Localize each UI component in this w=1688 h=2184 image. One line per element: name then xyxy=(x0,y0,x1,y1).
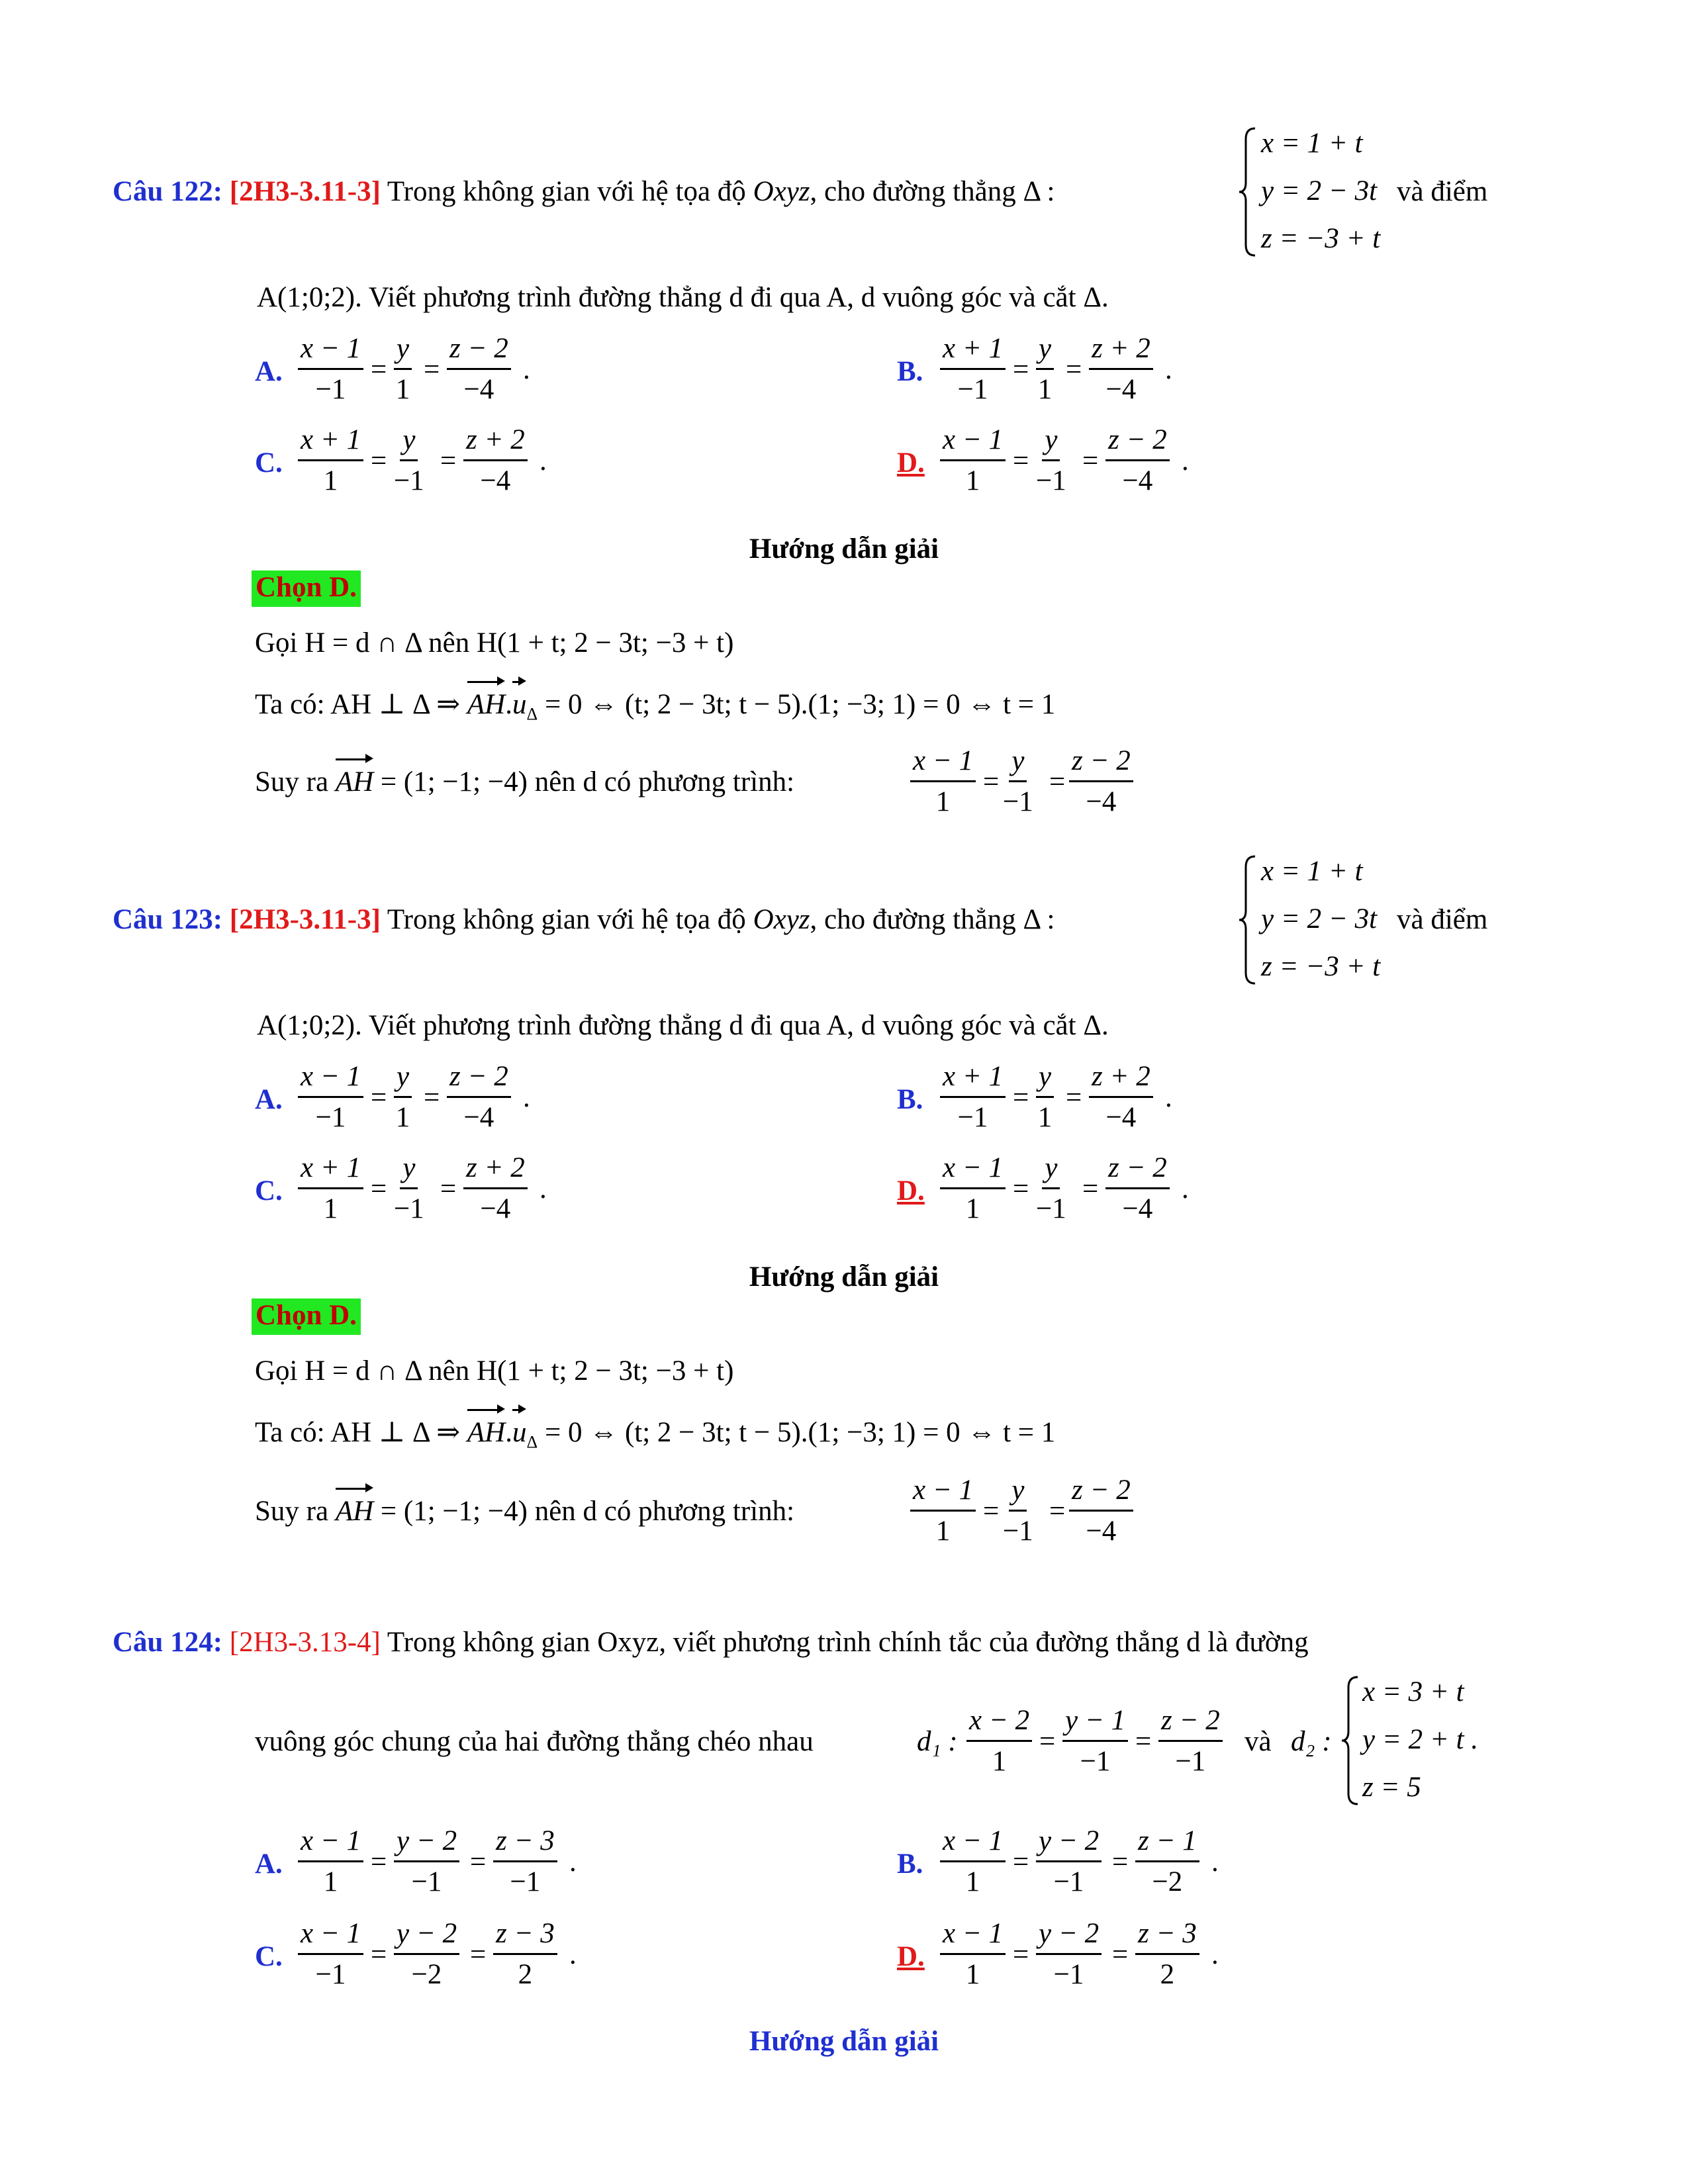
q123-brace xyxy=(1238,854,1258,986)
q123-b-f1: $\frac{x + 1}{-1}$ xyxy=(940,1062,1006,1132)
q122-option-b[interactable]: B. xyxy=(897,356,923,387)
q124-brace xyxy=(1340,1674,1360,1807)
q123-sys-y: y = 2 − 3t xyxy=(1261,903,1378,934)
eq: = xyxy=(1135,1726,1152,1757)
q122-line2: A(1;0;2). Viết phương trình đường thẳng d đi qua A, d vuông góc và cắt Δ. xyxy=(257,282,1109,313)
dot: . xyxy=(1165,1082,1172,1113)
q123-a-f1: $\frac{x - 1}{-1}$ xyxy=(298,1062,363,1132)
q123-c-f1: $\frac{x + 1}{1}$ xyxy=(298,1154,363,1223)
q122-code: [2H3-3.11-3] xyxy=(229,176,381,207)
q124-option-a[interactable]: A. xyxy=(255,1848,283,1880)
q124-d-f2: $\frac{y - 2}{-1}$ xyxy=(1036,1919,1102,1989)
q124-a-f2: $\frac{y - 2}{-1}$ xyxy=(394,1827,459,1896)
eq: = xyxy=(371,354,387,385)
q124-sys-x: x = 3 + t xyxy=(1362,1676,1464,1707)
eq: = xyxy=(1013,354,1029,385)
q124-option-b[interactable]: B. xyxy=(897,1848,923,1880)
eq: = xyxy=(371,1173,387,1205)
dot: . xyxy=(539,445,547,477)
q122-d-f2: $\frac{y}{-1}$ xyxy=(1036,424,1066,496)
q124-b-f2: $\frac{y - 2}{-1}$ xyxy=(1036,1827,1102,1896)
dot: . xyxy=(539,1173,547,1205)
eq: = xyxy=(1049,1496,1066,1527)
q122-header xyxy=(113,177,1055,206)
q123-option-d[interactable]: D. xyxy=(897,1175,925,1206)
q123-stem1: Trong không gian với hệ tọa độ xyxy=(387,904,746,935)
eq: = xyxy=(1049,766,1066,797)
q123-ans-f2: $\frac{y}{-1}$ xyxy=(1003,1475,1033,1547)
q122-option-a[interactable]: A. xyxy=(255,356,283,387)
dot: . xyxy=(1182,1173,1189,1205)
q122-option-d[interactable]: D. xyxy=(897,447,925,478)
q124-code: [2H3-3.13-4] xyxy=(229,1627,381,1658)
q123-header xyxy=(113,905,1055,934)
q122-chon: Chọn D. xyxy=(252,570,361,607)
q124-sys-y: y = 2 + t . xyxy=(1362,1724,1479,1755)
q124-b-f1: $\frac{x - 1}{1}$ xyxy=(940,1827,1006,1896)
q123-ans-f3: $\frac{z - 2}{-4}$ xyxy=(1069,1476,1133,1545)
dot: . xyxy=(1211,1939,1219,1970)
q122-step2: Ta có: AH ⊥ Δ ⇒ $AH.u_\Delta = 0$ ⇔ (t; 2 − 3t; t − 5).(1; −3; 1) = 0 ⇔ t = 1 xyxy=(255,689,1056,724)
q122-a-f1: $\frac{x - 1}{-1}$ xyxy=(298,334,363,404)
q123-delta-label: Δ : xyxy=(1023,904,1055,935)
q123-solution-heading: Hướng dẫn giải xyxy=(749,1261,939,1293)
q122-option-c[interactable]: C. xyxy=(255,447,283,478)
q124-d2: d₂ : xyxy=(1291,1726,1332,1757)
q124-d1-f2: $\frac{y - 1}{-1}$ xyxy=(1062,1706,1128,1776)
dot: . xyxy=(1165,354,1172,385)
q123-number: Câu 123: xyxy=(113,904,223,935)
q122-ans-f1: $\frac{x - 1}{1}$ xyxy=(910,747,976,816)
q124-number: Câu 124: xyxy=(113,1627,223,1658)
q124-d1-f1: $\frac{x - 2}{1}$ xyxy=(966,1706,1032,1776)
q122-b-f2: $\frac{y}{1}$ xyxy=(1036,334,1054,404)
q123-stem3: và điểm xyxy=(1397,904,1488,935)
q124-d-f3: $\frac{z - 3}{2}$ xyxy=(1135,1919,1199,1989)
q124-va: và xyxy=(1244,1726,1272,1757)
eq: = xyxy=(1039,1726,1056,1757)
q124-d1: d₁ : xyxy=(917,1726,958,1757)
q124-line2: vuông góc chung của hai đường thẳng chéo nhau xyxy=(255,1726,814,1757)
q123-a-f2: $\frac{y}{1}$ xyxy=(394,1062,412,1132)
q122-b-f3: $\frac{z + 2}{-4}$ xyxy=(1089,334,1153,404)
dot: . xyxy=(569,1846,577,1878)
q124-b-f3: $\frac{z - 1}{-2}$ xyxy=(1135,1827,1199,1896)
eq: = xyxy=(1013,1173,1029,1205)
q122-sys-z: z = −3 + t xyxy=(1261,223,1381,254)
eq: = xyxy=(1013,1082,1029,1113)
q123-sys-z: z = −3 + t xyxy=(1261,951,1381,982)
q124-d1-f3: $\frac{z - 2}{-1}$ xyxy=(1158,1706,1223,1776)
q122-system xyxy=(1261,129,1380,253)
q122-d-f3: $\frac{z - 2}{-4}$ xyxy=(1105,426,1170,495)
q123-d-f2: $\frac{y}{-1}$ xyxy=(1036,1152,1066,1224)
q122-ans-f2: $\frac{y}{-1}$ xyxy=(1003,745,1033,817)
q122-a-f3: $\frac{z - 2}{-4}$ xyxy=(447,334,511,404)
dot: . xyxy=(1182,445,1189,477)
q123-b-f3: $\frac{z + 2}{-4}$ xyxy=(1089,1062,1153,1132)
eq: = xyxy=(1013,445,1029,477)
eq: = xyxy=(371,445,387,477)
q124-c-f1: $\frac{x - 1}{-1}$ xyxy=(298,1919,363,1989)
q122-stem1: Trong không gian với hệ tọa độ xyxy=(387,176,746,207)
q122-stem2: , cho đường thẳng xyxy=(810,176,1016,207)
eq: = xyxy=(1066,1082,1082,1113)
eq: = xyxy=(440,1173,457,1205)
q122-ans-f3: $\frac{z - 2}{-4}$ xyxy=(1069,747,1133,816)
q122-stem3: và điểm xyxy=(1397,176,1488,207)
q123-d-f3: $\frac{z - 2}{-4}$ xyxy=(1105,1154,1170,1223)
q122-c-f2: $\frac{y}{-1}$ xyxy=(394,424,424,496)
q123-option-a[interactable]: A. xyxy=(255,1084,283,1115)
q123-ans-f1: $\frac{x - 1}{1}$ xyxy=(910,1476,976,1545)
eq: = xyxy=(470,1939,487,1970)
q122-step3: Suy ra AH = (1; −1; −4) nên d có phương trình: xyxy=(255,766,795,797)
eq: = xyxy=(1112,1846,1129,1878)
q122-b-f1: $\frac{x + 1}{-1}$ xyxy=(940,334,1006,404)
q123-option-b[interactable]: B. xyxy=(897,1084,923,1115)
eq: = xyxy=(1082,445,1099,477)
q124-c-f3: $\frac{z - 3}{2}$ xyxy=(493,1919,557,1989)
q123-d-f1: $\frac{x - 1}{1}$ xyxy=(940,1154,1006,1223)
q123-code: [2H3-3.11-3] xyxy=(229,904,381,935)
eq: = xyxy=(983,1496,1000,1527)
q122-a-f2: $\frac{y}{1}$ xyxy=(394,334,412,404)
eq: = xyxy=(371,1082,387,1113)
q122-solution-heading: Hướng dẫn giải xyxy=(749,533,939,565)
q123-step2: Ta có: AH ⊥ Δ ⇒ $AH.u_\Delta = 0$ ⇔ (t; 2 − 3t; t − 5).(1; −3; 1) = 0 ⇔ t = 1 xyxy=(255,1417,1056,1452)
dot: . xyxy=(1211,1846,1219,1878)
dot: . xyxy=(523,354,530,385)
q122-step1: Gọi H = d ∩ Δ nên H(1 + t; 2 − 3t; −3 + t) xyxy=(255,627,734,659)
q124-stem1: Trong không gian Oxyz, viết phương trình chính tắc của đường thẳng d là đường xyxy=(387,1627,1309,1658)
eq: = xyxy=(1066,354,1082,385)
eq: = xyxy=(470,1846,487,1878)
eq: = xyxy=(983,766,1000,797)
q123-line2: A(1;0;2). Viết phương trình đường thẳng d đi qua A, d vuông góc và cắt Δ. xyxy=(257,1010,1109,1041)
q123-stem2: , cho đường thẳng xyxy=(810,904,1016,935)
eq: = xyxy=(1082,1173,1099,1205)
q122-oxyz: Oxyz xyxy=(753,176,810,207)
q124-system xyxy=(1362,1678,1478,1801)
q123-a-f3: $\frac{z - 2}{-4}$ xyxy=(447,1062,511,1132)
q124-solution-heading: Hướng dẫn giải xyxy=(749,2026,939,2057)
q123-b-f2: $\frac{y}{1}$ xyxy=(1036,1062,1054,1132)
eq: = xyxy=(371,1846,387,1878)
q124-a-f1: $\frac{x - 1}{1}$ xyxy=(298,1827,363,1896)
eq: = xyxy=(1112,1939,1129,1970)
q124-option-d[interactable]: D. xyxy=(897,1941,925,1972)
q123-c-f2: $\frac{y}{-1}$ xyxy=(394,1152,424,1224)
dot: . xyxy=(569,1939,577,1970)
q123-sys-x: x = 1 + t xyxy=(1261,856,1363,887)
q122-sys-y: y = 2 − 3t xyxy=(1261,175,1378,206)
q123-option-c[interactable]: C. xyxy=(255,1175,283,1206)
q123-step3: Suy ra AH = (1; −1; −4) nên d có phương trình: xyxy=(255,1496,795,1527)
q123-chon: Chọn D. xyxy=(252,1298,361,1335)
q122-number: Câu 122: xyxy=(113,176,223,207)
q124-option-c[interactable]: C. xyxy=(255,1941,283,1972)
q122-c-f1: $\frac{x + 1}{1}$ xyxy=(298,426,363,495)
q122-brace xyxy=(1238,126,1258,258)
q122-delta-label: Δ : xyxy=(1023,176,1055,207)
eq: = xyxy=(371,1939,387,1970)
q124-sys-z: z = 5 xyxy=(1362,1772,1421,1803)
q124-a-f3: $\frac{z - 3}{-1}$ xyxy=(493,1827,557,1896)
q122-d-f1: $\frac{x - 1}{1}$ xyxy=(940,426,1006,495)
eq: = xyxy=(1013,1846,1029,1878)
q123-step1: Gọi H = d ∩ Δ nên H(1 + t; 2 − 3t; −3 + t) xyxy=(255,1355,734,1387)
eq: = xyxy=(1013,1939,1029,1970)
eq: = xyxy=(424,1082,440,1113)
q124-d-f1: $\frac{x - 1}{1}$ xyxy=(940,1919,1006,1989)
eq: = xyxy=(440,445,457,477)
q122-c-f3: $\frac{z + 2}{-4}$ xyxy=(463,426,528,495)
q122-sys-x: x = 1 + t xyxy=(1261,128,1363,159)
q123-c-f3: $\frac{z + 2}{-4}$ xyxy=(463,1154,528,1223)
dot: . xyxy=(523,1082,530,1113)
q123-oxyz: Oxyz xyxy=(753,904,810,935)
q124-header xyxy=(113,1628,1309,1657)
q124-c-f2: $\frac{y - 2}{-2}$ xyxy=(394,1919,459,1989)
q123-system xyxy=(1261,857,1380,981)
eq: = xyxy=(424,354,440,385)
